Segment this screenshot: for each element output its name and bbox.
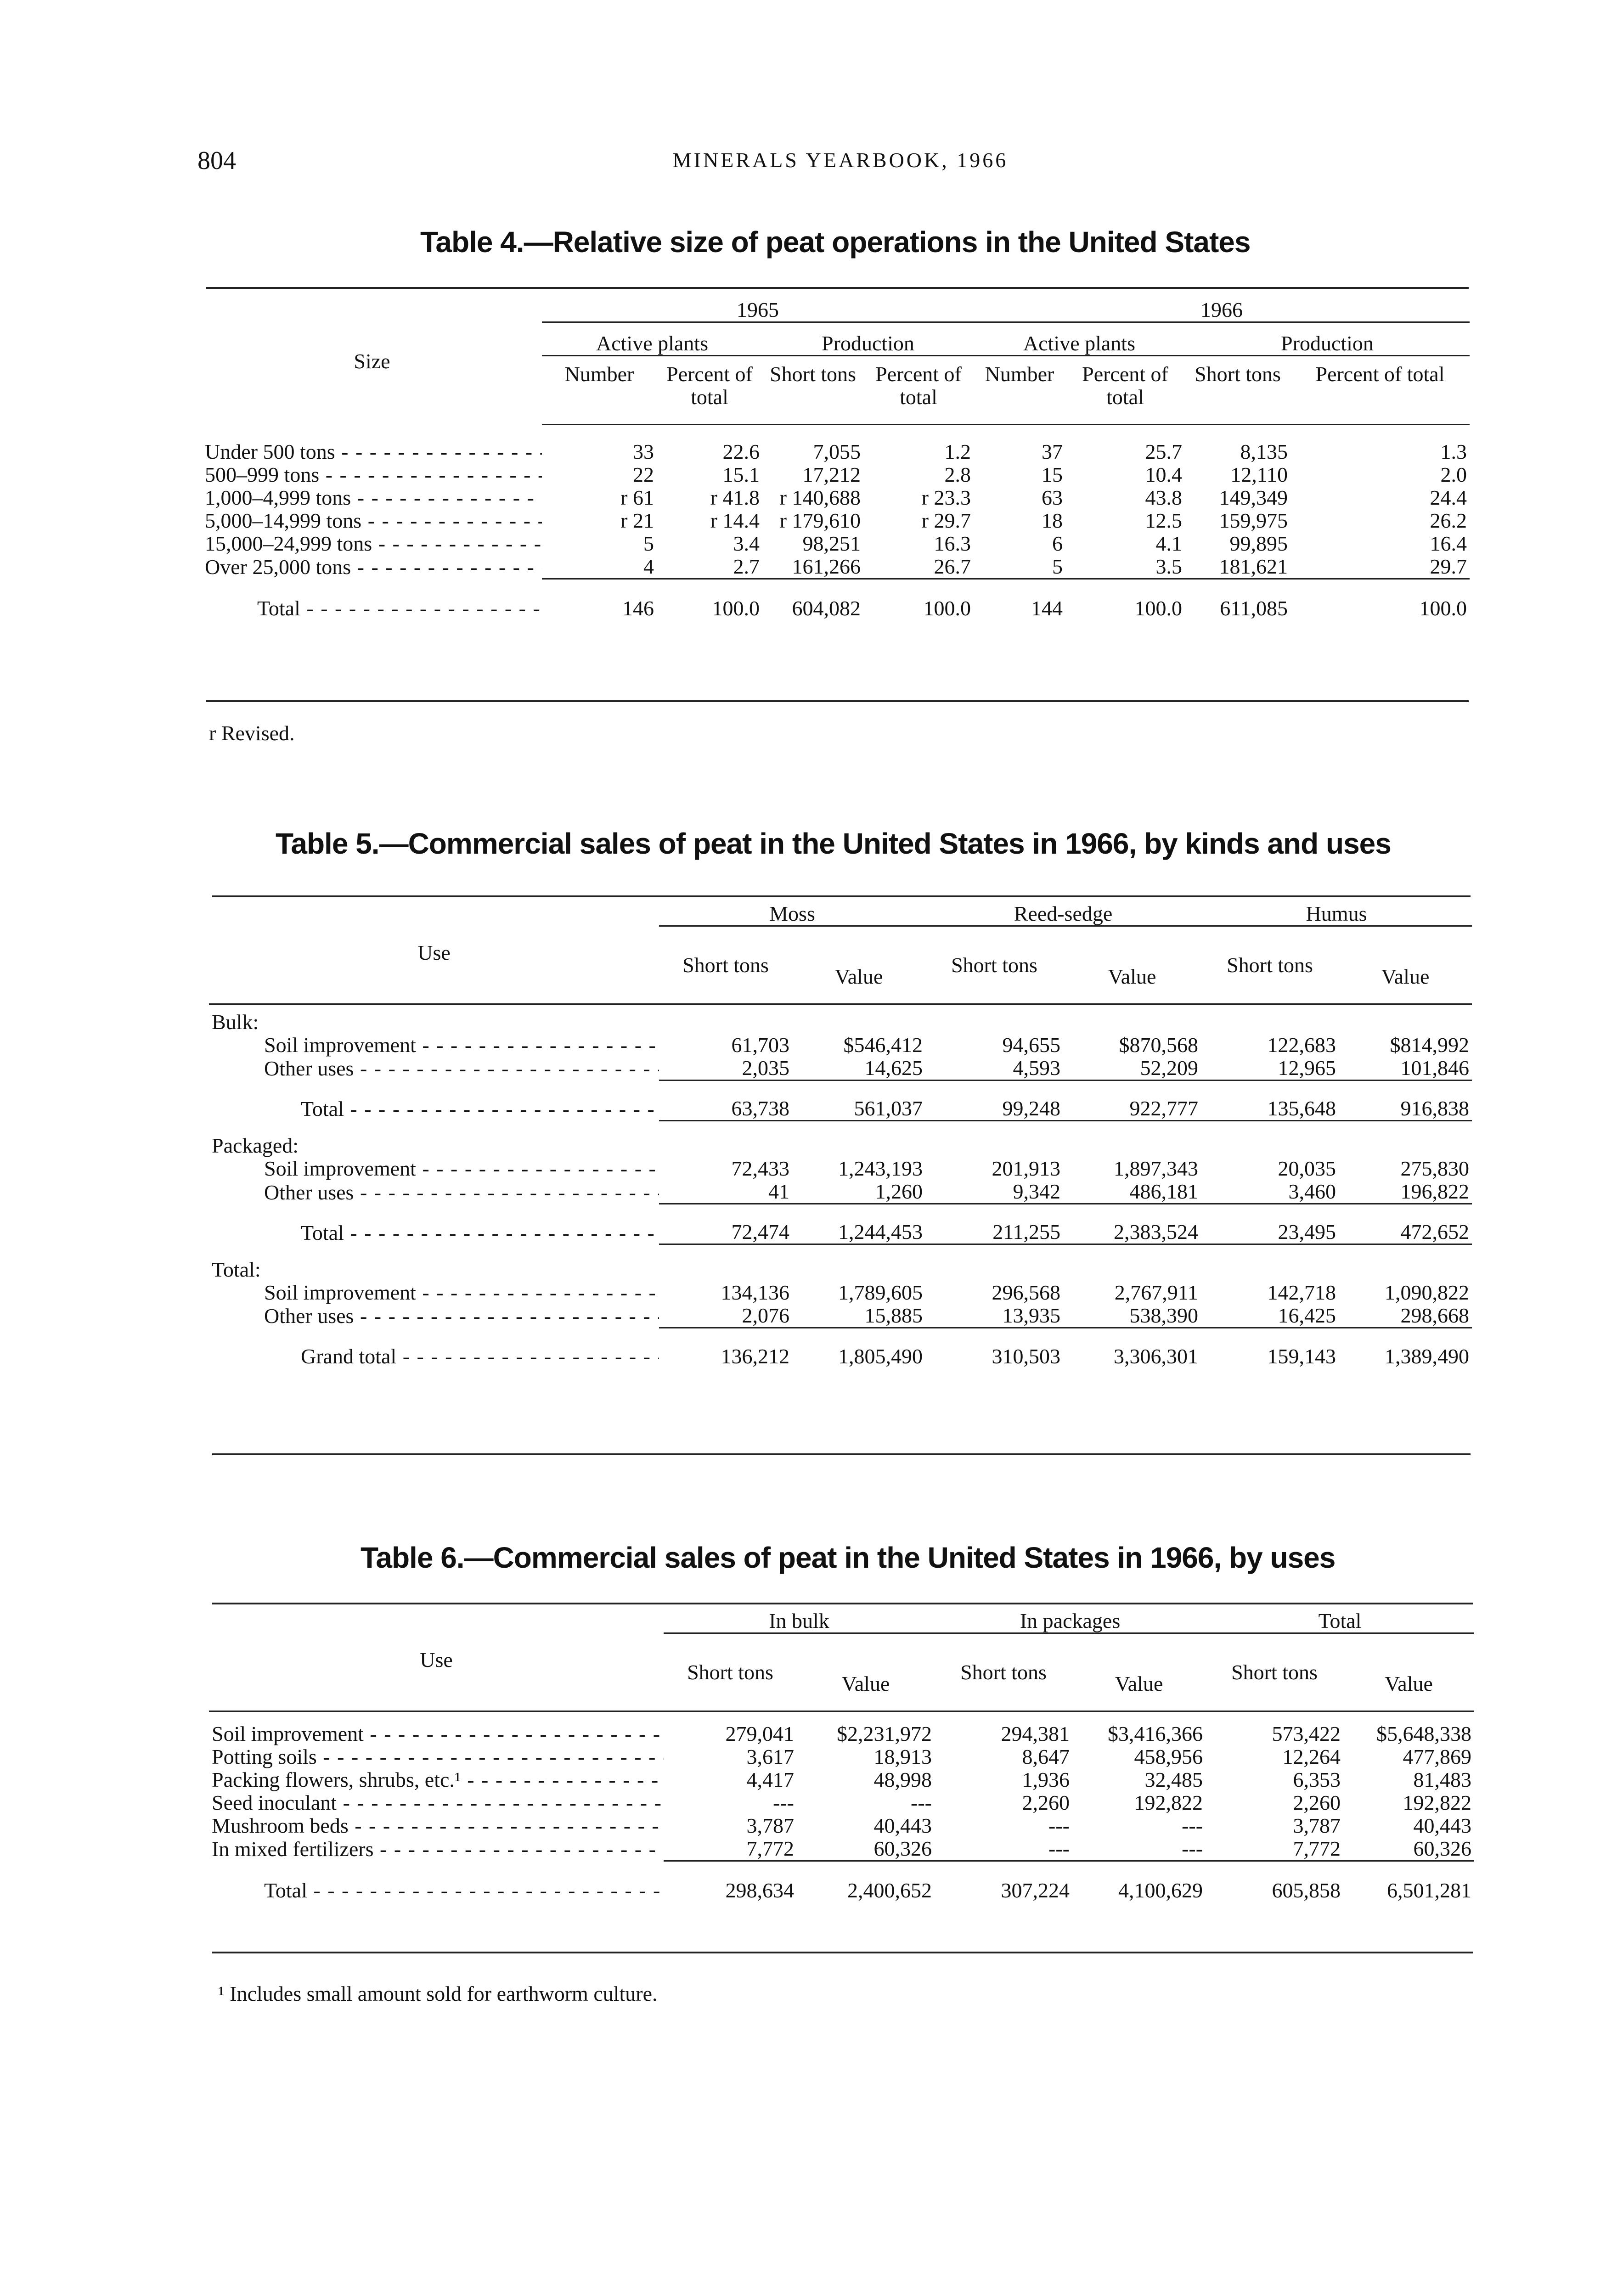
row-label: Soil improvement - - - [264,1281,659,1304]
cell: 159,975 [1219,508,1288,532]
cell: 98,251 [802,531,861,555]
cell: 1.3 [1440,439,1467,463]
cell: 922,777 [1063,1080,1201,1120]
cell: 159,143 [1267,1345,1336,1368]
table-row [202,486,1470,509]
cell: $3,416,366 [1108,1722,1203,1745]
table5-reed-short-tons: Short tons [951,953,1037,977]
cell: 18,913 [873,1745,932,1768]
table6-title: Table 6.—Commercial sales of peat in the United States in 1966, by uses [361,1541,1336,1574]
table6-bottom-rule [212,1952,1473,1953]
cell: 15.1 [722,462,760,486]
cell: 63,738 [659,1080,792,1120]
table5-moss-header: Moss [659,902,925,926]
cell: 1,243,193 [838,1157,923,1180]
table-row-total [209,1080,1472,1120]
cell: r 41.8 [710,485,760,509]
table5-use-header: Use [417,941,451,964]
table6-footnote: ¹ Includes small amount sold for earthworm culture. [218,1982,658,2005]
cell: 192,822 [1134,1790,1203,1814]
table-row [209,1180,1472,1204]
table4-production-1966: Production [1185,322,1470,356]
cell: 916,838 [1339,1080,1472,1120]
cell: 3,460 [1201,1180,1339,1204]
cell: 5 [974,555,1065,579]
cell: 2,076 [659,1304,792,1328]
cell: 6 [1052,531,1063,555]
cell: 149,349 [1219,485,1288,509]
page-number: 804 [197,146,236,175]
table5-reed-value: Value [1108,964,1156,988]
cell: 307,224 [1001,1879,1070,1902]
cell: 142,718 [1267,1280,1336,1304]
cell: 4 [542,555,657,579]
table-row-grand-total [209,1328,1472,1368]
cell: 7,055 [813,439,861,463]
row-label: Grand total - - - [301,1345,659,1368]
table5-reed-sedge-header: Reed-sedge [925,902,1201,926]
cell: 13,935 [925,1304,1063,1328]
cell: 296,568 [992,1280,1060,1304]
cell: 22.6 [722,439,760,463]
table6-bulk-short-tons: Short tons [687,1660,773,1684]
cell: 12,110 [1230,462,1288,486]
cell: 16.3 [934,531,971,555]
table4-active-plants-1965: Active plants [542,322,762,356]
cell: 10.4 [1145,462,1182,486]
cell: 605,858 [1272,1879,1341,1902]
cell: 60,326 [1343,1837,1474,1861]
cell: 458,956 [1134,1745,1203,1768]
cell: 2,400,652 [847,1879,932,1902]
cell: 7,772 [664,1837,797,1861]
row-label: Other uses - - - [264,1057,659,1080]
cell: 32,485 [1144,1767,1203,1791]
cell: $2,231,972 [837,1722,932,1745]
cell: 1,936 [1022,1767,1070,1791]
cell: r 140,688 [779,485,861,509]
cell: 298,668 [1339,1304,1472,1328]
cell: 3,787 [1293,1813,1341,1837]
cell: r 23.3 [921,485,971,509]
bulk-group-label: Bulk: [212,1010,259,1034]
cell: 72,433 [731,1157,789,1180]
cell: 4.1 [1155,531,1182,555]
cell: 14,625 [792,1057,925,1080]
table4-percent-prod-1966: Percent of total [1290,356,1470,425]
cell: 294,381 [1001,1722,1070,1745]
table6-top-rule [212,1603,1473,1604]
cell: r 179,610 [779,508,861,532]
cell: 1,090,822 [1385,1280,1470,1304]
table4-short-tons-1965: Short tons [762,356,863,425]
cell: 16.4 [1430,531,1467,555]
cell: 24.4 [1430,485,1467,509]
cell: --- [935,1837,1072,1861]
row-label: Soil improvement - - - [264,1034,659,1057]
cell: 2.8 [944,462,971,486]
table4-bottom-rule [206,700,1469,702]
cell: --- [773,1790,794,1814]
cell: 196,822 [1339,1180,1472,1204]
table4-percent-prod-1965: Percent of total [863,356,974,425]
cell: 4,100,629 [1118,1879,1203,1902]
table-row [209,1057,1472,1080]
cell: 25.7 [1145,439,1182,463]
table6-total-header: Total [1206,1609,1474,1633]
table6-total-value: Value [1385,1671,1433,1695]
cell: 8,647 [1022,1745,1070,1768]
cell: 2.7 [657,555,762,579]
row-label: Total - - - [301,1221,659,1244]
table6-packages-short-tons: Short tons [960,1660,1047,1684]
table-row [209,1157,1472,1180]
cell: 94,655 [1002,1033,1060,1057]
cell: 20,035 [1278,1157,1336,1180]
cell: 3.5 [1065,555,1185,579]
cell: 23,495 [1201,1204,1339,1244]
table5-moss-short-tons: Short tons [682,953,769,977]
cell: 181,621 [1185,555,1290,579]
cell: 17,212 [802,462,861,486]
cell: 18 [1042,508,1063,532]
cell: 5 [643,531,654,555]
cell: 486,181 [1063,1180,1201,1204]
cell: 2,767,911 [1114,1280,1199,1304]
cell: 2,260 [1022,1790,1070,1814]
row-label: Seed inoculant - - - [212,1791,664,1814]
cell: 8,135 [1240,439,1288,463]
cell: 477,869 [1403,1745,1472,1768]
row-label: In mixed fertilizers - - - [212,1837,664,1861]
cell: r 14.4 [710,508,760,532]
table-row [209,1304,1472,1328]
cell: 192,822 [1403,1790,1472,1814]
table6-total-short-tons: Short tons [1231,1660,1318,1684]
cell: --- [1048,1813,1070,1837]
cell: 3,617 [746,1745,794,1768]
cell: 41 [659,1180,792,1204]
cell: $870,568 [1119,1033,1199,1057]
table6 [209,1609,1474,1902]
table4-short-tons-1966: Short tons [1185,356,1290,425]
cell: r 61 [620,485,654,509]
cell: 134,136 [721,1280,789,1304]
cell: 2,383,524 [1063,1204,1201,1244]
cell: 3,787 [746,1813,794,1837]
cell: 201,913 [992,1157,1060,1180]
cell: 2.0 [1440,462,1467,486]
table4-percent-plants-1966: Percent of total [1065,356,1185,425]
packaged-group-label: Packaged: [212,1134,299,1157]
row-label: 1,000–4,999 tons - - - [205,486,542,509]
cell: 1,260 [792,1180,925,1204]
cell: 12,264 [1282,1745,1341,1768]
table-row [209,1713,1474,1745]
cell: 29.7 [1290,555,1470,579]
cell: 15,885 [792,1304,925,1328]
cell: 1.2 [944,439,971,463]
table4-number-1966: Number [974,356,1065,425]
cell: 3.4 [733,531,760,555]
cell: 310,503 [992,1345,1060,1368]
table4-year-1965: 1965 [542,298,974,322]
table-row-total [209,1861,1474,1902]
cell: 22 [633,462,654,486]
table-row [209,1768,1474,1791]
cell: 16,425 [1201,1304,1339,1328]
cell: 48,998 [873,1767,932,1791]
table4-size-header: Size [354,349,390,373]
table5-title: Table 5.—Commercial sales of peat in the United States in 1966, by kinds and uses [276,827,1391,860]
row-label: Packing flowers, shrubs, etc.¹ - - - [212,1768,664,1791]
cell: 52,209 [1063,1057,1201,1080]
cell: 1,389,490 [1385,1345,1470,1368]
table6-in-packages-header: In packages [935,1609,1206,1633]
cell: 1,789,605 [838,1280,923,1304]
table5-bottom-rule [212,1453,1471,1455]
cell: 33 [633,439,654,463]
table-row [209,1837,1474,1861]
table5-humus-value: Value [1381,964,1430,988]
table5-moss-value: Value [834,964,883,988]
table5 [209,902,1472,1368]
cell: 26.2 [1430,508,1467,532]
cell: 561,037 [792,1080,925,1120]
cell: 2,035 [659,1057,792,1080]
cell: 146 [622,597,654,620]
cell: 122,683 [1267,1033,1336,1057]
table-row [202,440,1470,463]
row-label: Over 25,000 tons - - - [205,555,542,579]
cell: $5,648,338 [1376,1722,1472,1745]
row-label: Mushroom beds - - - [212,1814,664,1837]
row-label: Under 500 tons - - - [205,440,542,463]
cell: 12.5 [1145,508,1182,532]
cell: --- [1072,1837,1206,1861]
cell: 6,501,281 [1387,1879,1472,1902]
table-row [209,1814,1474,1837]
cell: 12,965 [1201,1057,1339,1080]
cell: $546,412 [843,1033,923,1057]
cell: 6,353 [1293,1767,1341,1791]
cell: 9,342 [925,1180,1063,1204]
cell: 7,772 [1206,1837,1343,1861]
row-label: Other uses - - - [264,1181,659,1204]
cell: 40,443 [873,1813,932,1837]
table4-year-1966: 1966 [974,298,1470,322]
table4-number-1965: Number [542,356,657,425]
cell: 15 [1042,462,1063,486]
cell: 26.7 [863,555,974,579]
row-label: Potting soils - - - [212,1745,664,1768]
table4-percent-plants-1965: Percent of total [657,356,762,425]
cell: 1,897,343 [1114,1157,1199,1180]
cell: r 29.7 [921,508,971,532]
row-label: 5,000–14,999 tons - - - [205,509,542,532]
cell: 60,326 [797,1837,935,1861]
page-header [197,146,1483,183]
table-row [209,1034,1472,1057]
total-label: Total - - - [264,1879,664,1902]
cell: 144 [1031,597,1063,620]
table-row [202,532,1470,555]
cell: 4,593 [925,1057,1063,1080]
table4-top-rule [206,287,1469,289]
row-label: 500–999 tons - - - [205,463,542,486]
cell: 275,830 [1400,1157,1470,1180]
cell: 2,260 [1293,1790,1341,1814]
table6-in-bulk-header: In bulk [664,1609,935,1633]
cell: 604,082 [792,597,861,620]
cell: 72,474 [659,1204,792,1244]
table4-title: Table 4.—Relative size of peat operations in the United States [420,225,1251,259]
cell: r 21 [620,508,654,532]
table-row [202,463,1470,486]
cell: 538,390 [1063,1304,1201,1328]
table4-production-1965: Production [762,322,974,356]
running-title: MINERALS YEARBOOK, 1966 [672,148,1009,172]
row-label: 15,000–24,999 tons - - - [205,532,542,555]
table6-bulk-value: Value [841,1671,890,1695]
cell: 81,483 [1413,1767,1472,1791]
cell: 298,634 [725,1879,794,1902]
cell: 211,255 [925,1204,1063,1244]
table-row [209,1281,1472,1304]
table-row-total [209,1204,1472,1244]
cell: 472,652 [1339,1204,1472,1244]
row-label: Soil improvement - - - [264,1157,659,1180]
total-group-label: Total: [212,1257,261,1281]
cell: 1,244,453 [792,1204,925,1244]
table-row [202,555,1470,579]
row-label: Total - - - [301,1097,659,1120]
table6-use-header: Use [420,1648,453,1671]
cell: 37 [1042,439,1063,463]
row-label: Other uses - - - [264,1304,659,1328]
cell: 611,085 [1220,597,1288,620]
table4 [202,298,1470,620]
table5-top-rule [212,895,1471,897]
table5-humus-header: Humus [1201,902,1472,926]
cell: 3,306,301 [1114,1345,1199,1368]
cell: 1,805,490 [838,1345,923,1368]
cell: --- [1182,1813,1203,1837]
cell: 279,041 [725,1722,794,1745]
table4-footnote: r Revised. [209,721,295,745]
cell: 161,266 [762,555,863,579]
cell: 136,212 [721,1345,789,1368]
table-row [209,1791,1474,1814]
cell: $814,992 [1390,1033,1470,1057]
table5-humus-short-tons: Short tons [1227,953,1313,977]
table-row-total [202,579,1470,620]
cell: 135,648 [1201,1080,1339,1120]
cell: 99,248 [925,1080,1063,1120]
cell: 100.0 [923,597,971,620]
cell: 61,703 [731,1033,789,1057]
cell: 99,895 [1229,531,1288,555]
cell: 100.0 [1134,597,1182,620]
cell: 63 [1042,485,1063,509]
cell: 40,443 [1413,1813,1472,1837]
cell: 101,846 [1339,1057,1472,1080]
cell: --- [911,1790,932,1814]
total-label: Total - - - [257,597,542,620]
cell: 100.0 [712,597,760,620]
table6-packages-value: Value [1115,1671,1163,1695]
table-row [202,509,1470,532]
table-row [209,1745,1474,1768]
table4-active-plants-1966: Active plants [974,322,1185,356]
cell: 4,417 [746,1767,794,1791]
row-label: Soil improvement - - - [212,1722,664,1745]
cell: 573,422 [1272,1722,1341,1745]
cell: 43.8 [1145,485,1182,509]
cell: 100.0 [1419,597,1467,620]
